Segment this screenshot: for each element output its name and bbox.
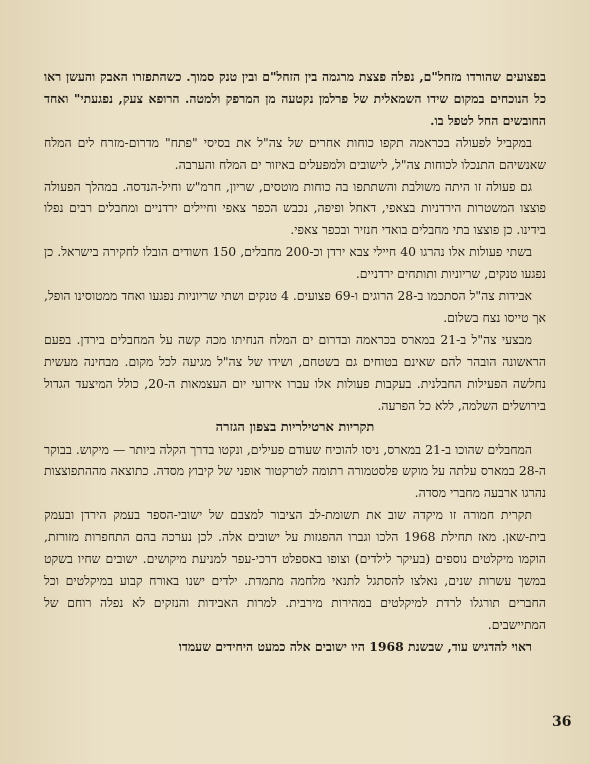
page-number: 36 [552, 714, 572, 730]
paragraph: מבצעי צה"ל ב-21 במארס בכראמה ובדרום ים המלח הנחיתו מכה קשה על המחבלים בירדן. בפעם הראשונה הובהר להם שאינם בטוחים גם בשטחם, ושידו של צה"ל מגיעה לכל מקום. מבחינה מעשית נחלשה הפעילות החבלנית. בעקבות פעולות אלו עברו אירועי יום העצמאות ה-20, כולל המיצעד הגדול בירושלים השלמה, ללא כל הפרעה. [44, 331, 546, 413]
paragraph: אבידות צה"ל הסתכמו ב-28 הרוגים ו-69 פצועים. 4 טנקים ושתי שריוניות נפגעו ואחד ממטוסינו הופל, אך טייסו נצח בשלום. [44, 288, 546, 325]
paragraph: גם פעולה זו היתה משולבת והשתתפו בה כוחות מוטסים, שריון, חרמ"ש וחיל-הנדסה. במהלך הפעולה פוצצו המשטרות הירדניות בצאפי, דאחל ופיפה, נכבש הכפר צאפי וחיילים ירדניים ומחבלים רבים נפלו בידינו. כן פוצצו בתי מחבלים בואדי חנזיר ובכפר צאפי. [44, 178, 546, 238]
paragraph: בפצועים שהורדו מזחל"ם, נפלה פצצת מרגמה בין הזחל"ם ובין טנק סמוך. כשהתפזרו האבק והעשן ראו כל הנוכחים במקום שידו השמאלית של פרלמן נקטעה מן המרפק ולמטה. הרופא צעק, נפגעתי" ואחד החובשים החל לטפל בו. [44, 69, 546, 128]
section-heading: תקריות ארטילריות בצפון הגזרה [215, 419, 375, 435]
body-text [44, 66, 546, 658]
paragraph: תקרית חמורה זו מיקדה שוב את תשומת-לב הציבור למצבם של ישובי-הספר בעמק הירדן ובעמק בית-שאן. מאז תחילת 1968 הלכו וגברו ההפגזות על ישובים אלה. לכן נערכה בהם התחפרות מזורזת, הוקמו מיקלטים נוספים (בעיקר לילדים) וצופו באספלט דרכי-עפר למניעת מיקושים. ישובים שחיו בשקט במשך עשרות שנים, נאלצו להסתגל לתנאי מלחמה מתמדת. ילדים ישנו באורח קבוע במיקלטים וכל החברים תורגלו לרדת למיקלטים במהירות מירבית. למרות האבידות והנזקים לא נפלה רוחם של המתיישבים. [44, 507, 546, 632]
paragraph: במקביל לפעולה בכראמה תקפו כוחות אחרים של צה"ל את בסיסי "פתח" מדרום-מזרח לים המלח שאנשיהם התנכלו לכוחות צה"ל, לישובים ולמפעלים באיזור ים המלח והערבה. [44, 134, 546, 172]
paragraph: בשתי פעולות אלו נהרגו 40 חיילי צבא ירדן וכ-200 מחבלים, 150 חשודים הובלו לחקירה בישראל. כן נפגעו טנקים, שריוניות ותותחים ירדניים. [44, 244, 546, 282]
paragraph: ראוי להדגיש עוד, שבשנת 1968 היו ישובים אלה כמעט היחידים שעמדו [178, 638, 532, 654]
paragraph: המחבלים שהוכו ב-21 במארס, ניסו להוכיח שעודם פעילים, ונקטו בדרך הקלה ביותר — מיקוש. בבוקר ה-28 במארס עלתה על מוקש פלסטמורה רתומה לטרקטור אופני של קיבוץ מסדה. כתוצאה מההתפוצצות נהרגו ארבעה מחברי מסדה. [44, 441, 546, 501]
